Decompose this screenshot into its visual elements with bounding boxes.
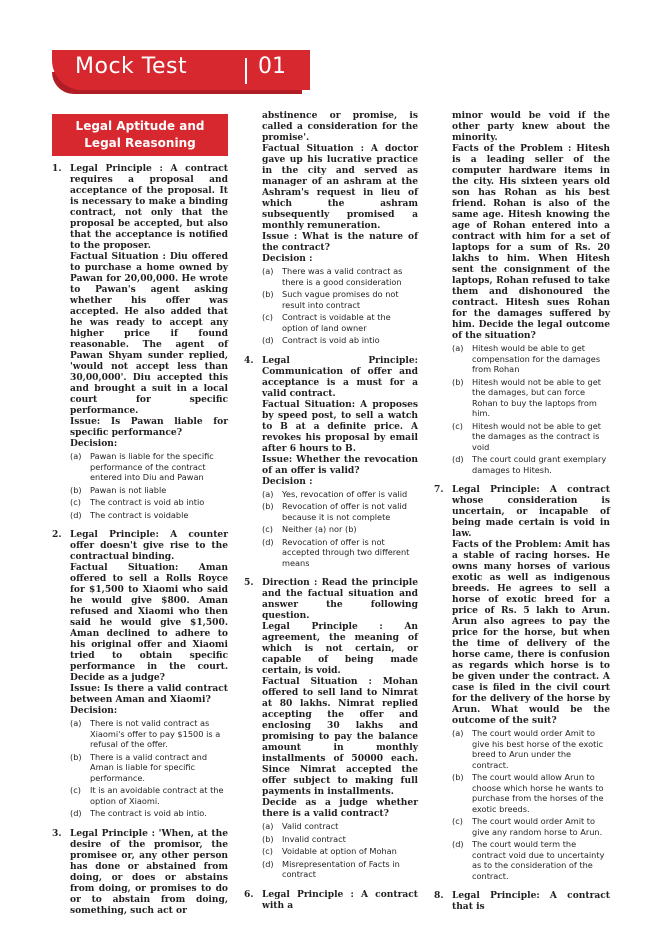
option-label: (c): [452, 816, 463, 826]
banner-number: 01: [258, 54, 286, 79]
column-3: [434, 110, 610, 921]
option-text: Revocation of offer is not accepted through two different means: [282, 536, 410, 568]
answer-option: [70, 718, 228, 750]
question-number: 4.: [244, 354, 254, 366]
option-label: (a): [262, 266, 274, 276]
option-text: It is an avoidable contract at the option of Xiaomi.: [90, 785, 224, 806]
question-block: [244, 577, 418, 880]
answer-option: [452, 839, 610, 881]
question-text: Decision:: [70, 705, 118, 716]
question-text: Facts of the Problem : Hitesh is a leading seller of the computer hardware items in the city. His sixteen years old son has Rohan as his best friend. Rohan is also of the same age. Hitesh knowing the age of Rohan entered into a contract with him for a set of laptops for a sum of Rs. 20 lakhs to him. When Hitesh sent the consignment of the laptops, Rohan refused to take them and dishonoured the contract. Hitesh sues Rohan for the damages suffered by him. Decide the legal outcome of the situation?: [452, 143, 610, 341]
question-block: [434, 890, 610, 912]
answer-option: [70, 752, 228, 784]
question-text: Legal Principle : An agreement, the meaning of which is not certain, or capable of being made certain, is void.: [262, 621, 418, 676]
answer-option: [262, 859, 418, 880]
answer-option: [452, 421, 610, 453]
option-text: Pawan is not liable: [90, 484, 167, 495]
option-text: The court would order Amit to give any random horse to Arun.: [472, 816, 603, 837]
question-text: Decision :: [262, 253, 313, 264]
option-label: (d): [452, 839, 464, 849]
question-text: abstinence or promise, is called a consideration for the promise'.: [262, 110, 418, 143]
answer-option: [262, 266, 418, 287]
option-label: (b): [262, 833, 274, 844]
option-text: The contract is void ab intio: [90, 497, 205, 507]
question-continuation: [434, 110, 610, 475]
option-text: The court would term the contract void due to uncertainty as to the consideration of the contract.: [472, 839, 605, 881]
option-label: (d): [70, 509, 82, 520]
option-label: (b): [70, 751, 82, 762]
answer-option: [262, 524, 418, 535]
question-continuation: [244, 110, 418, 346]
answer-option: [262, 821, 418, 832]
question-number: 3.: [52, 827, 62, 839]
question-text: Issue: Is Pawan liable for specific performance?: [70, 416, 228, 438]
option-text: The court would allow Arun to choose which horse he wants to purchase from the horses of the exotic breeds.: [472, 772, 604, 814]
question-text: Factual Situation : Mohan offered to sell land to Nimrat at 80 lakhs. Nimrat replied accepting the offer and enclosing 30 lakhs and promising to pay the balance amount in monthly installments of 50000 each. Since Nimrat accepted the offer subject to making full payments in installments.: [262, 676, 418, 797]
option-label: (b): [452, 772, 464, 782]
question-text: Legal Principle: A contract whose consideration is uncertain, or incapable of being made certain is void in law.: [452, 484, 610, 539]
answer-option: [262, 335, 418, 346]
option-label: (b): [262, 501, 274, 511]
question-block: [244, 355, 418, 569]
question-text: Decision :: [262, 475, 313, 487]
section-title: Legal Aptitude and Legal Reasoning: [52, 114, 228, 156]
option-text: Hitesh would not be able to get the damages, but can force Rohan to buy the laptops from him.: [472, 376, 601, 418]
column-2: [244, 110, 418, 920]
option-text: Pawan is liable for the specific performance of the contract entered into Diu and Pawan: [90, 451, 214, 482]
question-number: 2.: [52, 529, 62, 540]
column-1: [52, 110, 228, 925]
option-text: The court could grant exemplary damages to Hitesh.: [472, 454, 607, 475]
question-text: Decide as a judge whether there is a valid contract?: [262, 797, 418, 819]
option-text: There is not valid contract as Xiaomi's offer to pay $1500 is a refusal of the offer.: [90, 718, 221, 749]
answer-option: [70, 785, 228, 806]
answer-option: [452, 454, 610, 475]
question-text: Issue: Whether the revocation of an offer is valid?: [262, 453, 418, 476]
answer-option: [452, 377, 610, 419]
option-text: Hitesh would be able to get compensation for the damages from Rohan: [472, 343, 601, 374]
question-block: [244, 889, 418, 911]
answer-option: [70, 510, 228, 521]
option-label: (a): [70, 718, 82, 728]
option-label: (d): [70, 808, 82, 818]
answer-option: [262, 537, 418, 569]
option-text: The court would order Amit to give his best horse of the exotic breed to Arun under the contract.: [472, 728, 604, 770]
answer-option: [452, 816, 610, 837]
answer-option: [70, 497, 228, 508]
option-text: Yes, revocation of offer is valid: [282, 488, 408, 499]
option-label: (c): [262, 524, 273, 534]
option-label: (c): [70, 785, 81, 795]
option-label: (b): [452, 376, 464, 387]
option-text: There was a valid contract as there is a good consideration: [282, 266, 403, 287]
option-label: (b): [262, 289, 274, 299]
question-block: [52, 163, 228, 520]
question-text: Direction : Read the principle and the factual situation and answer the following question.: [262, 577, 418, 621]
option-text: Revocation of offer is not valid because it is not complete: [282, 501, 407, 522]
option-text: Voidable at option of Mohan: [282, 846, 397, 856]
answer-option: [70, 808, 228, 819]
question-text: Facts of the Problem: Amit has a stable of racing horses. He owns many horses of various exotic as well as indigenous breeds. He agrees to sell a horse of exotic breed for a price of Rs. 5 lakh to Arun. Arun also agrees to pay the price for the horse, but when the time of delivery of the horse came, there is confusion as regards which horse is to be given under the contract. A case is filed in the civil court for the delivery of the horse by Arun. What would be the outcome of the suit?: [452, 539, 610, 726]
question-text: Legal Principle: A counter offer doesn't give rise to the contractual binding.: [70, 529, 228, 562]
option-text: Hitesh would not be able to get the damages as the contract is void: [472, 420, 601, 452]
option-text: The contract is voidable: [90, 509, 189, 520]
option-text: Valid contract: [282, 821, 339, 831]
question-block: [434, 484, 610, 881]
option-label: (c): [262, 312, 273, 322]
answer-option: [262, 489, 418, 500]
question-text: Factual Situation : Diu offered to purchase a home owned by Pawan for 20,00,000. He wrote to Pawan's agent asking whether his offer was accepted. He also added that he was ready to accept any higher price if found reasonable. The agent of Pawan Shyam sunder replied, 'would not accept less than 30,00,000'. Diu accepted this and brought a suit in a local court for specific performance.: [70, 251, 228, 416]
option-text: The contract is void ab intio.: [90, 808, 207, 818]
question-text: Issue: Is there a valid contract between Aman and Xiaomi?: [70, 683, 228, 705]
question-text: Legal Principle: A contract that is: [452, 890, 610, 912]
question-text: Decision:: [70, 438, 118, 449]
question-text: Legal Principle : A contract with a: [262, 888, 418, 911]
option-label: (a): [452, 728, 464, 738]
banner-title: Mock Test: [75, 54, 188, 79]
answer-option: [262, 501, 418, 522]
question-block: [52, 529, 228, 819]
option-label: (c): [262, 846, 273, 856]
option-text: Contract is void ab intio: [282, 335, 380, 345]
option-label: (a): [262, 821, 274, 831]
question-text: Legal Principle : A contract requires a proposal and acceptance of the proposal. It is necessary to make a binding contract, not only that the proposal be accepted, but also that the acceptance is notified to the proposer.: [70, 163, 228, 251]
option-text: Contract is voidable at the option of land owner: [282, 312, 391, 333]
question-text: Factual Situation: A proposes by speed post, to sell a watch to B at a definite price. A revokes his proposal by email after 6 hours to B.: [262, 398, 418, 454]
banner-separator: [245, 58, 247, 84]
option-label: (c): [70, 497, 81, 507]
answer-option: [452, 728, 610, 770]
option-label: (a): [70, 451, 82, 461]
answer-option: [452, 772, 610, 814]
option-text: There is a valid contract and Aman is liable for specific performance.: [90, 751, 208, 783]
option-label: (d): [262, 858, 274, 869]
answer-option: [452, 343, 610, 375]
answer-option: [262, 846, 418, 857]
question-text: Legal Principle : 'When, at the desire of the promisor, the promisee or, any other person has done or abstained from doing, or does or abstains from doing, or promises to do or to abstain from doing, something, such act or: [70, 827, 228, 916]
question-number: 6.: [244, 888, 254, 900]
question-number: 5.: [244, 577, 254, 588]
option-text: Invalid contract: [282, 833, 346, 844]
option-label: (a): [262, 488, 274, 499]
answer-option: [262, 312, 418, 333]
option-text: Such vague promises do not result into contract: [282, 289, 399, 310]
question-number: 1.: [52, 163, 62, 174]
question-text: minor would be void if the other party knew about the minority.: [452, 110, 610, 143]
option-label: (d): [262, 335, 274, 345]
question-text: Factual Situation : A doctor gave up his lucrative practice in the city and served as manager of an ashram at the Ashram's request in lieu of which the ashram subsequently promised a monthly remuneration.: [262, 143, 418, 231]
question-block: [52, 828, 228, 916]
option-text: Neither (a) nor (b): [282, 524, 357, 534]
answer-option: [262, 834, 418, 845]
question-number: 7.: [434, 484, 444, 495]
option-label: (d): [452, 454, 464, 464]
answer-option: [70, 451, 228, 483]
option-text: Misrepresentation of Facts in contract: [282, 858, 400, 879]
answer-option: [262, 289, 418, 310]
question-text: Legal Principle: Communication of offer and acceptance is a must for a valid contract.: [262, 354, 418, 399]
option-label: (c): [452, 420, 463, 431]
question-number: 8.: [434, 890, 444, 901]
answer-option: [70, 485, 228, 496]
question-text: Issue : What is the nature of the contract?: [262, 231, 418, 253]
option-label: (a): [452, 343, 464, 353]
option-label: (d): [262, 536, 274, 547]
question-text: Factual Situation: Aman offered to sell a Rolls Royce for $1,500 to Xiaomi who said he would give $800. Aman refused and Xiaomi who then said he would give $1,500. Aman declined to adhere to his original offer and Xiaomi tried to obtain specific performance in the court. Decide as a judge?: [70, 562, 228, 683]
option-label: (b): [70, 484, 82, 495]
